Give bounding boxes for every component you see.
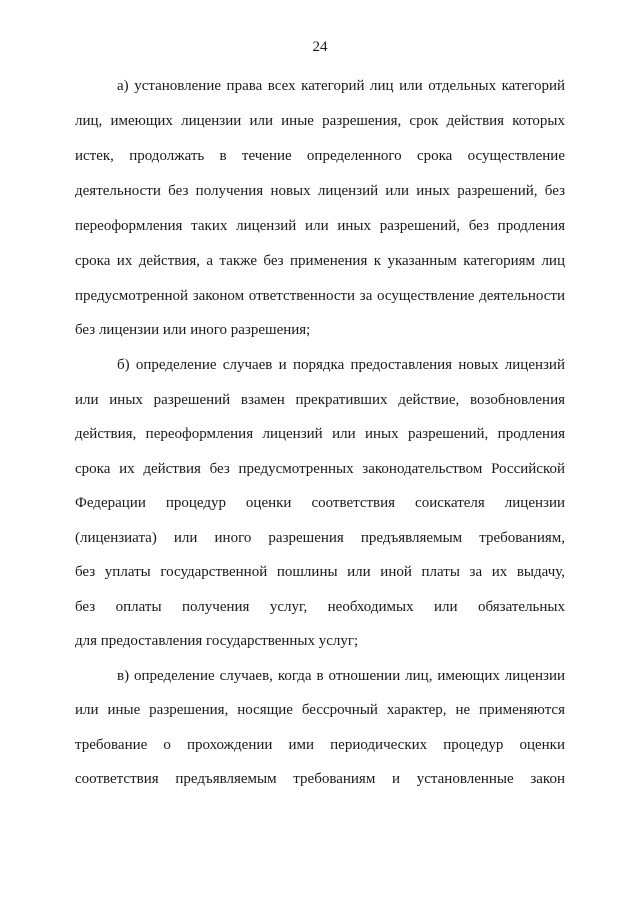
paragraph-b-line-8: без оплаты получения услуг, необходимых или обязательных — [75, 599, 565, 615]
page-number: 24 — [312, 39, 328, 55]
paragraph-a-line-6: срока их действия, а также без применения к указанным категориям лиц — [75, 253, 565, 269]
paragraph-a-line-7: предусмотренной законом ответственности за осуществление деятельности — [75, 288, 565, 304]
paragraph-c-line-4: соответствия предъявляемым требованиям и установленные закон — [75, 771, 565, 787]
paragraph-a-line-1: а) установление права всех категорий лиц или отдельных категорий — [117, 78, 565, 94]
paragraph-b-line-2: или иных разрешений взамен прекративших действие, возобновления — [75, 392, 565, 408]
paragraph-b-line-9: для предоставления государственных услуг; — [75, 633, 359, 649]
paragraph-c-line-1: в) определение случаев, когда в отношении лиц, имеющих лицензии — [117, 668, 565, 684]
paragraph-a-line-4: деятельности без получения новых лицензий или иных разрешений, без — [75, 183, 565, 199]
paragraph-b-line-1: б) определение случаев и порядка предоставления новых лицензий — [117, 357, 565, 373]
paragraph-a-line-3: истек, продолжать в течение определенного срока осуществление — [75, 148, 565, 164]
paragraph-b-line-4: срока их действия без предусмотренных законодательством Российской — [75, 461, 565, 477]
paragraph-a-line-5: переоформления таких лицензий или иных разрешений, без продления — [75, 218, 565, 234]
paragraph-c-line-2: или иные разрешения, носящие бессрочный характер, не применяются — [75, 702, 565, 718]
paragraph-b-line-7: без уплаты государственной пошлины или иной платы за их выдачу, — [75, 564, 565, 580]
paragraph-b-line-6: (лицензиата) или иного разрешения предъявляемым требованиям, — [75, 530, 565, 546]
paragraph-a-line-2: лиц, имеющих лицензии или иные разрешения, срок действия которых — [75, 113, 565, 129]
paragraph-b-line-5: Федерации процедур оценки соответствия соискателя лицензии — [75, 495, 565, 511]
paragraph-b-line-3: действия, переоформления лицензий или иных разрешений, продления — [75, 426, 565, 442]
paragraph-c-line-3: требование о прохождении ими периодических процедур оценки — [75, 737, 565, 753]
paragraph-a-line-8: без лицензии или иного разрешения; — [75, 322, 311, 338]
